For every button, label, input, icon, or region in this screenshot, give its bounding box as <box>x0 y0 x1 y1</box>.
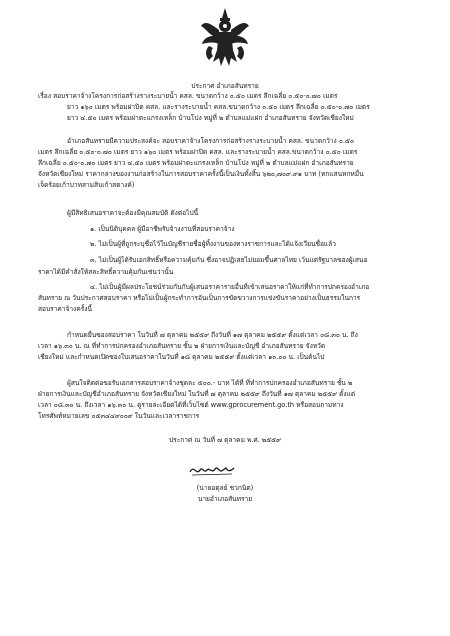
schedule-line: กำหนดยื่นซองสอบราคา ในวันที่ ๗ ตุลาคม ๒๕๕๙ ถึงวันที่ ๑๗ ตุลาคม ๒๕๕๙ ตั้งแต่เวลา ๐๘.๓๐ น. ถึง <box>67 331 358 339</box>
qualification-item: สอบราคาจ้างครั้งนี้ <box>38 305 92 313</box>
signature <box>188 462 238 478</box>
qualification-item: ๔. ไม่เป็นผู้มีผลประโยชน์ร่วมกันกับผู้เสนอราคารายอื่นที่เข้าเสนอราคาให้แก่ที่ทำการปกครองอำเภอ <box>90 283 370 291</box>
qualification-item: ราคาได้มีคำสั่งให้สละสิทธิ์ความคุ้มกันเช่นว่านั้น <box>38 268 174 276</box>
announcement-date: ประกาศ ณ วันที่ ๗ ตุลาคม พ.ศ. ๒๕๕๙ <box>168 436 282 444</box>
qualification-item: ๒. ไม่เป็นผู้ที่ถูกระบุชื่อไว้ในบัญชีรายชื่อผู้ทิ้งงานของทางราชการและได้แจ้งเวียนชื่อแล้ว <box>90 240 336 248</box>
intro-line: เมตร ลึกเฉลี่ย ๐.๕๐-๐.๗๐ เมตร ยาว ๑๖๐ เมตร พร้อมฝาปิด คสล. และรางระบายน้ำ คสล.ขนาดกว้าง ๐.๕๐ เมตร <box>38 148 358 156</box>
purchase-line: เวลา ๐๘.๓๐ น. ถึงเวลา ๑๖.๓๐ น. ดูรายละเอียดได้ที่เว็บไซต์ www.gprocurement.go.th หรือสอบถามทาง <box>38 401 344 409</box>
purchase-line: โทรศัพท์หมายเลข ๐๕๓๔๔๙๐๐๙ ในวันและเวลาราชการ <box>38 412 200 420</box>
schedule-line: เวลา ๑๖.๓๐ น. ณ ที่ทำการปกครองอำเภอสันทราย ชั้น ๒ ฝ่ายการเงินและบัญชี อำเภอสันทราย จังหวัด <box>38 342 326 350</box>
schedule-line: เชียงใหม่ และกำหนดเปิดซองใบเสนอราคาในวันที่ ๑๘ ตุลาคม ๒๕๕๙ ตั้งแต่เวลา ๑๐.๐๐ น. เป็นต้นไป <box>38 353 325 361</box>
purchase-line: ผู้สนใจติดต่อขอรับเอกสารสอบราคาจ้างชุดละ ๕๐๐.- บาท ได้ที่ ที่ทำการปกครองอำเภอสันทราย ชั้น ๒ <box>67 379 353 387</box>
signer-name: (นายอดุลย์ ชวกนิต) <box>196 484 254 492</box>
intro-line: เจ็ดร้อยเก้าบาทสามสิบเก้าสตางค์) <box>38 181 135 189</box>
announcement-title: ประกาศ อำเภอสันทราย <box>191 82 259 90</box>
subject-line: เรื่อง สอบราคาจ้างโครงการก่อสร้างรางระบายน้ำ คสล. ขนาดกว้าง ๐.๕๐ เมตร ลึกเฉลี่ย ๐.๕๐-๐.๗๐ เมตร <box>38 92 338 100</box>
qualification-item: ๓. ไม่เป็นผู้ได้รับเอกสิทธิ์หรือความคุ้มกัน ซึ่งอาจปฏิเสธไม่ยอมขึ้นศาลไทย เว้นแต่รัฐบาลของผู้เสนอ <box>90 256 368 264</box>
intro-line: จังหวัดเชียงใหม่ ราคากลางของงานก่อสร้างในการสอบราคาครั้งนี้เป็นเงินทั้งสิ้น ๖๒๐,๗๐๙.๙๑ บาท (หกแสนหกหมื่น <box>38 170 364 178</box>
subject-line: ยาว ๑๖๐ เมตร พร้อมฝาปิด คสล. และรางระบายน้ำ คสล.ขนาดกว้าง ๐.๕๐ เมตร ลึกเฉลี่ย ๐.๕๐-๐.๗๐ เมตร <box>67 103 370 111</box>
qualification-item: สันทราย ณ วันประกาศสอบราคา หรือไม่เป็นผู้กระทำการอันเป็นการขัดขวางการแข่งขันราคาอย่างเป็นธรรมในการ <box>38 294 361 302</box>
signer-title: นายอำเภอสันทราย <box>197 495 253 503</box>
intro-line: อำเภอสันทรายมีความประสงค์จะ สอบราคาจ้างโครงการก่อสร้างรางระบายน้ำ คสล. ขนาดกว้าง ๐.๕๐ <box>67 137 354 145</box>
qualification-heading: ผู้มีสิทธิเสนอราคาจะต้องมีคุณสมบัติ ดังต่อไปนี้ <box>67 209 199 217</box>
qualification-item: ๑. เป็นนิติบุคคล ผู้มีอาชีพรับจ้างงานที่สอบราคาจ้าง <box>90 225 235 233</box>
intro-line: ลึกเฉลี่ย ๐.๕๐-๐.๗๐ เมตร ยาว ๔.๕๐ เมตร พร้อมฝาตะแกรงเหล็ก บ้านโปง หมู่ที่ ๒ ตำบลแม่แฝก อำเภอสันทราย <box>38 159 354 167</box>
purchase-line: ฝ่ายการเงินและบัญชีอำเภอสันทราย จังหวัดเชียงใหม่ ในวันที่ ๗ ตุลาคม ๒๕๕๙ ถึงวันที่ ๑๗ ตุลาคม ๒๕๕๙ ตั้งแต่ <box>38 390 356 398</box>
garuda-emblem-icon <box>199 6 251 72</box>
subject-line: ยาว ๔.๕๐ เมตร พร้อมฝาตะแกรงเหล็ก บ้านโปง หมู่ที่ ๒ ตำบลแม่แฝก อำเภอสันทราย จังหวัดเชียงใหม่ <box>67 114 354 122</box>
